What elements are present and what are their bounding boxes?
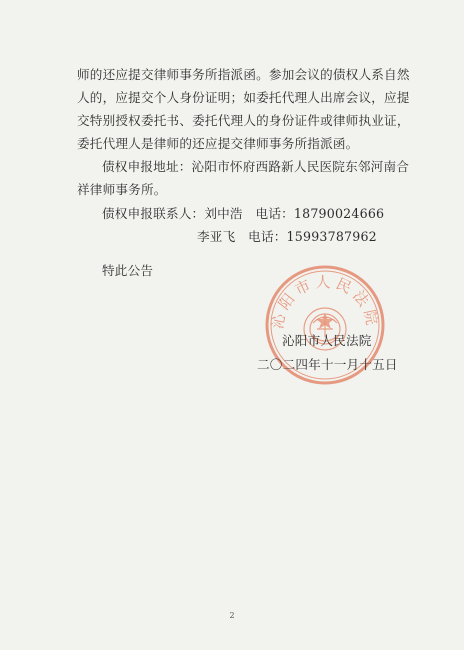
issue-date: 二〇二四年十一月十五日 <box>257 357 398 372</box>
paragraph-line: 委托代理人是律师的还应提交律师事务所指派函。 <box>77 136 359 151</box>
paragraph-line: 师的还应提交律师事务所指派函。参加会议的债权人系自然 <box>77 67 410 82</box>
court-name: 沁阳市人民法院 <box>282 333 372 348</box>
contact-line: 李亚飞 电话：15993787962 <box>197 229 377 244</box>
contact-line: 债权申报联系人：刘中浩 电话：18790024666 <box>102 206 385 221</box>
address-line: 祥律师事务所。 <box>77 182 167 197</box>
paragraph-line: 交特别授权委托书、委托代理人的身份证件或律师执业证， <box>77 113 410 128</box>
page-number: 2 <box>229 611 235 620</box>
svg-text:沁阳市人民法院: 沁阳市人民法院 <box>268 273 382 331</box>
address-line: 债权申报地址：沁阳市怀府西路新人民医院东邻河南合 <box>102 159 410 174</box>
closing-text: 特此公告 <box>102 263 154 278</box>
paragraph-line: 人的，应提交个人身份证明；如委托代理人出席会议，应提 <box>77 90 410 105</box>
